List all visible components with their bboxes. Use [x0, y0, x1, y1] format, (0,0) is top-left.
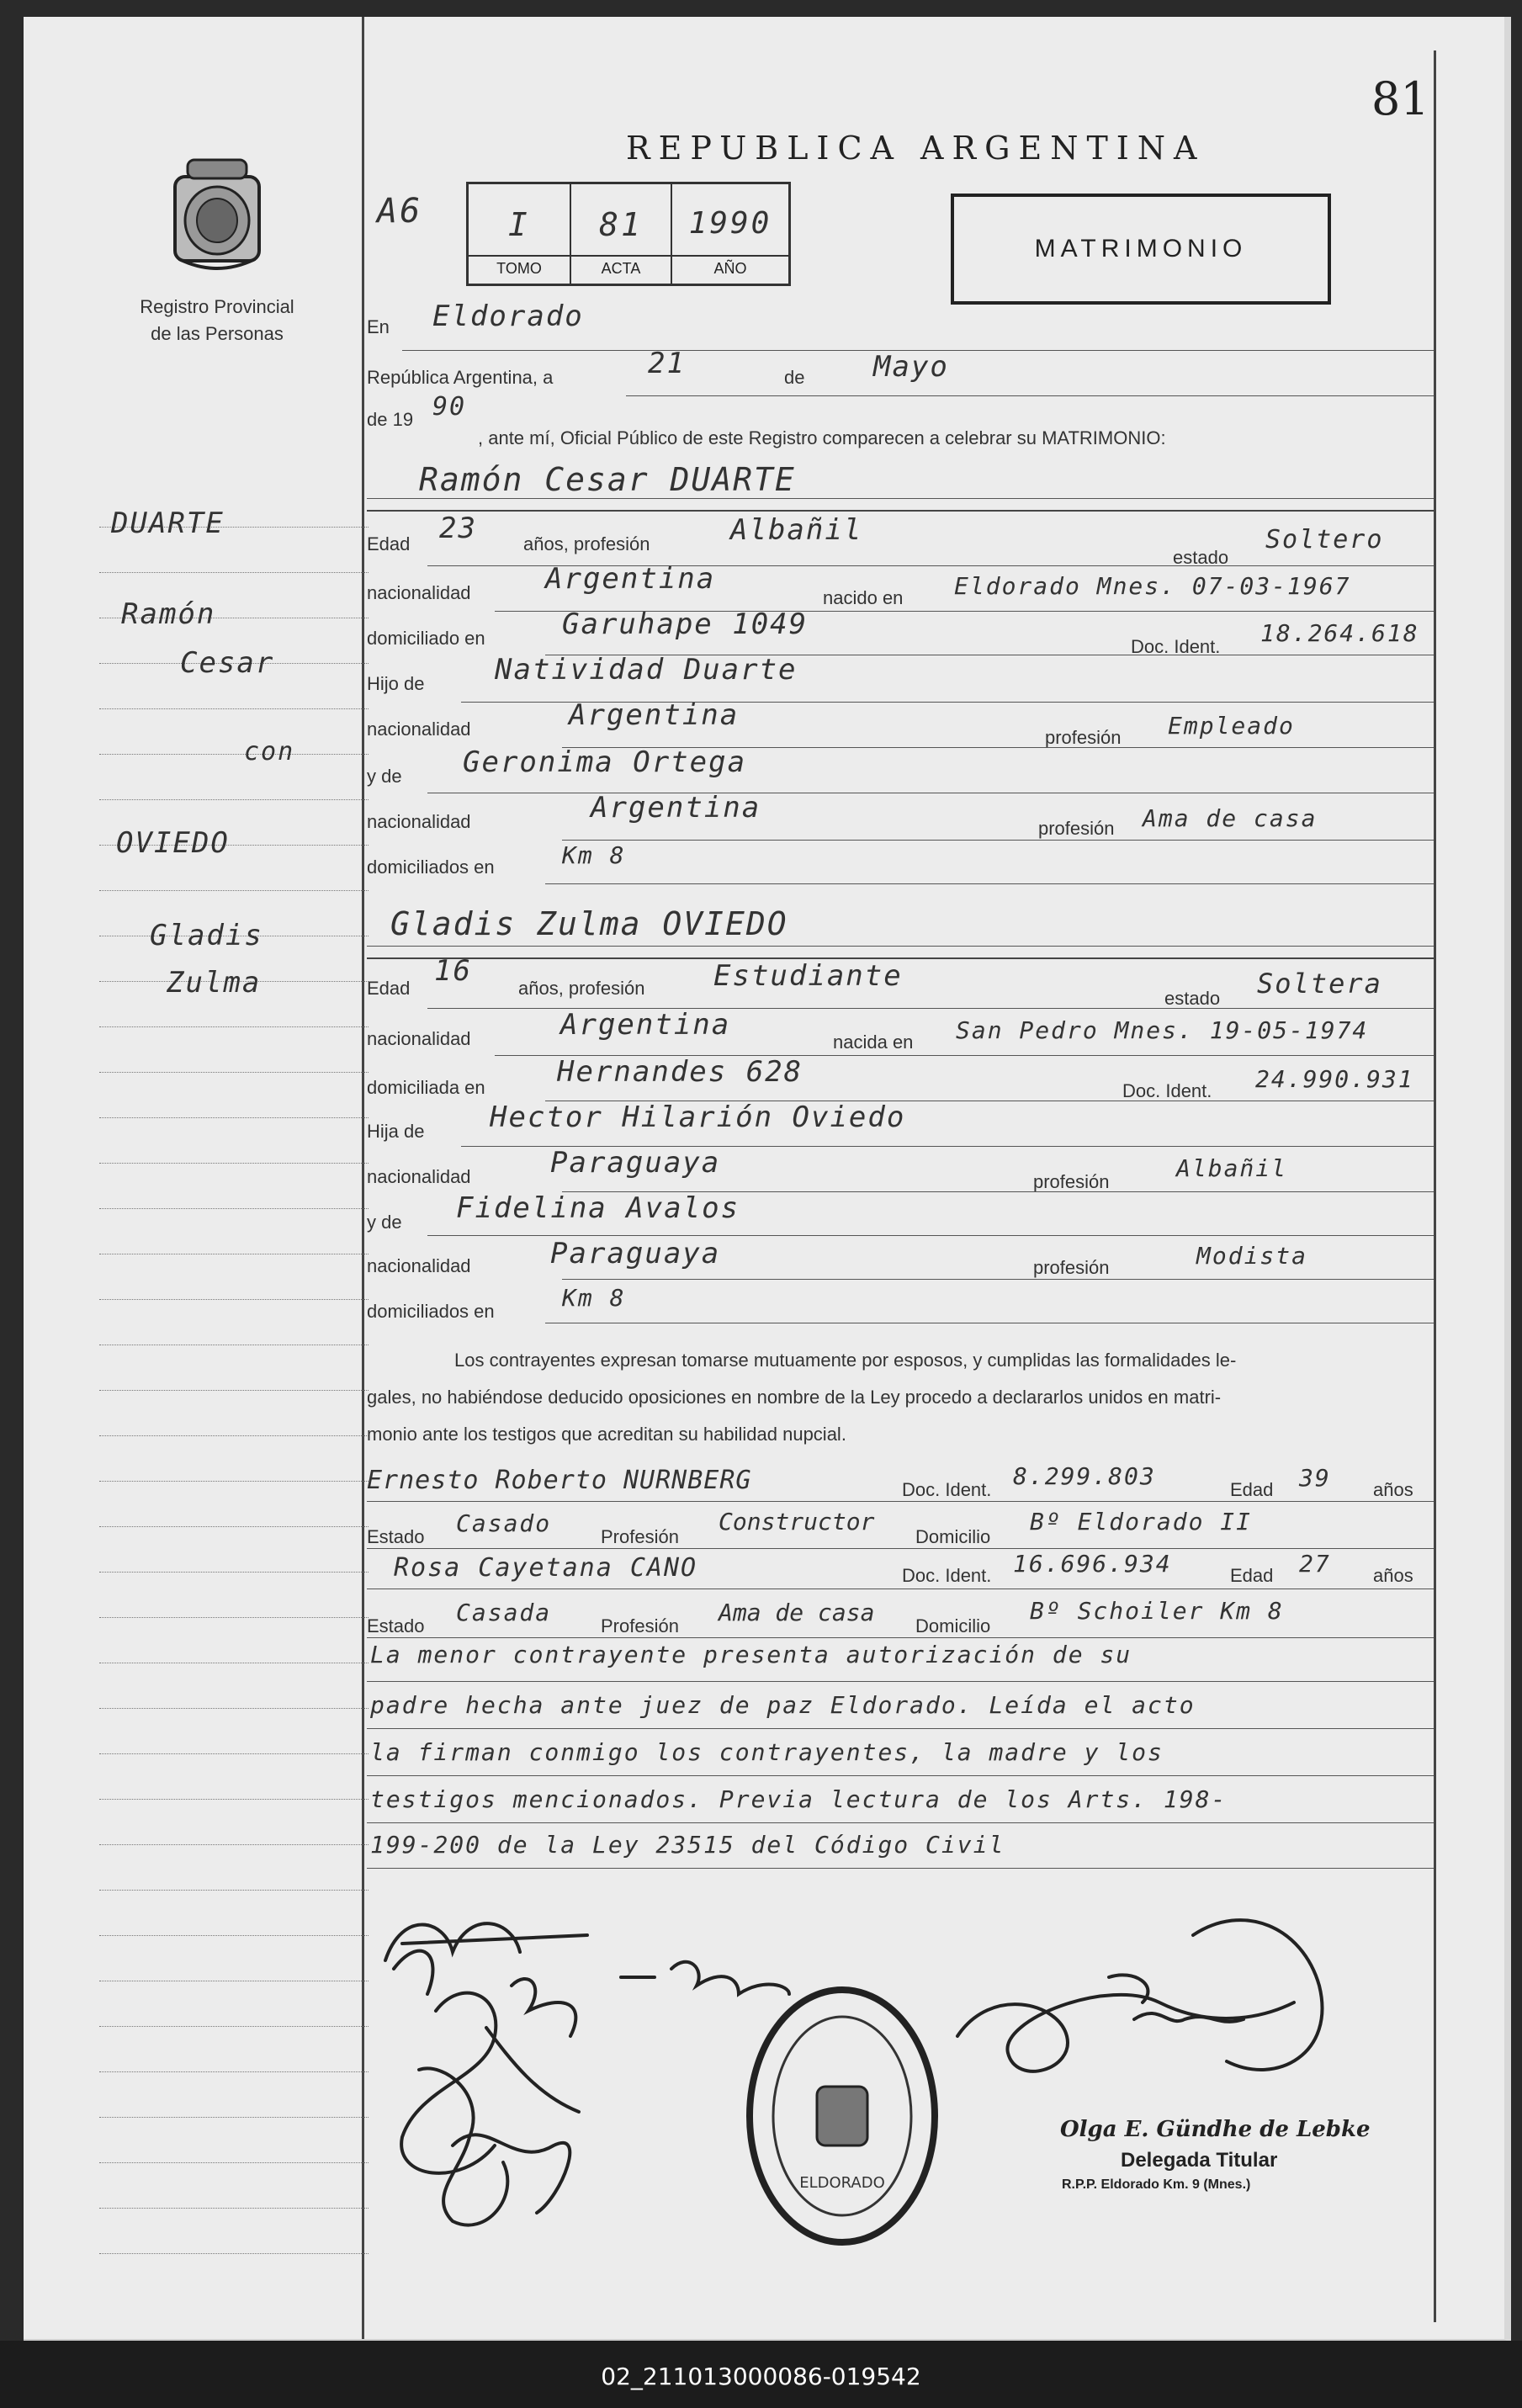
groom-estado-label: estado: [1173, 547, 1229, 568]
right-border-line: [1434, 50, 1436, 2322]
groom-prof2: Ama de casa: [1143, 804, 1318, 832]
registry-seal: [737, 1977, 947, 2255]
groom-edad-label: Edad: [367, 533, 411, 554]
scan-filename: 02_211013000086-019542: [601, 2363, 921, 2390]
witness2-domicilio: Bº Schoiler Km 8: [1030, 1597, 1284, 1625]
ano-value: 1990: [688, 206, 772, 241]
bride-name: Gladis Zulma OVIEDO: [390, 905, 788, 942]
register-page: [24, 17, 1511, 2344]
witness1-anos-label: años: [1373, 1479, 1413, 1500]
en-label: En: [367, 316, 390, 337]
bride-doc-label: Doc. Ident.: [1122, 1080, 1212, 1101]
bride-yde-label: y de: [367, 1212, 402, 1233]
note-line-2: padre hecha ante juez de paz Eldorado. Leída el acto: [370, 1691, 1196, 1719]
de-label: de: [784, 367, 805, 388]
margin-surname-groom: DUARTE: [111, 507, 225, 540]
note-line-5: 199-200 de la Ley 23515 del Código Civil: [370, 1831, 1005, 1859]
witness1-domicilio: Bº Eldorado II: [1030, 1508, 1253, 1535]
groom-profesion: Albañil: [730, 513, 863, 547]
record-type-box: [951, 194, 1331, 305]
margin-firstname-groom: Ramón: [121, 597, 216, 631]
registry-name-line1: Registro Provincial: [140, 296, 294, 317]
groom-nacionalidad: Argentina: [545, 562, 716, 596]
witness2-edad-label: Edad: [1230, 1565, 1274, 1586]
groom-prof1: Empleado: [1168, 712, 1295, 740]
acta-value: 81: [599, 206, 643, 243]
place-value: Eldorado: [432, 300, 584, 333]
official-office: R.P.P. Eldorado Km. 9 (Mnes.): [1062, 2177, 1251, 2192]
acta-label: ACTA: [601, 260, 641, 277]
witness1-edad-label: Edad: [1230, 1479, 1274, 1500]
bride-nacionalidad: Argentina: [560, 1008, 731, 1042]
bride-prof1: Albañil: [1176, 1154, 1288, 1182]
groom-prof1-label: profesión: [1045, 727, 1122, 748]
witness2-edad: 27: [1299, 1550, 1331, 1578]
coat-of-arms-icon: [162, 151, 272, 278]
act-number-box: [466, 182, 791, 286]
declaration-line-1: Los contrayentes expresan tomarse mutuamente por esposos, y cumplidas las formalidades le-: [454, 1350, 1237, 1371]
witness2-domicilio-label: Domicilio: [915, 1615, 991, 1636]
registry-name-line2: de las Personas: [151, 323, 284, 344]
margin-divider: [362, 17, 364, 2339]
groom-doc-label: Doc. Ident.: [1131, 636, 1221, 657]
bride-prof2: Modista: [1196, 1242, 1308, 1270]
witness2-name: Rosa Cayetana CANO: [394, 1553, 698, 1583]
bride-nac2: Paraguaya: [550, 1237, 721, 1270]
groom-padre2: Geronima Ortega: [463, 745, 747, 779]
groom-nacido: Eldorado Mnes. 07-03-1967: [954, 572, 1351, 600]
bride-estado-label: estado: [1164, 988, 1221, 1009]
groom-domicilio-label: domiciliado en: [367, 628, 485, 649]
bride-profesion: Estudiante: [713, 959, 903, 993]
groom-estado: Soltero: [1265, 525, 1384, 554]
record-type: MATRIMONIO: [1034, 235, 1248, 263]
bride-prof2-label: profesión: [1033, 1257, 1110, 1278]
witness1-estado: Casado: [456, 1509, 552, 1537]
groom-doc: 18.264.618: [1260, 619, 1419, 647]
groom-prof2-label: profesión: [1038, 818, 1115, 839]
bride-domiciliados-label: domiciliados en: [367, 1301, 495, 1322]
witness2-anos-label: años: [1373, 1565, 1413, 1586]
groom-hijo-label: Hijo de: [367, 673, 425, 694]
seal-city: ELDORADO: [799, 2174, 885, 2192]
witness1-doc-label: Doc. Ident.: [902, 1479, 992, 1500]
corner-note: A6: [377, 192, 423, 231]
groom-padre1: Natividad Duarte: [495, 653, 798, 687]
note-line-3: la firman conmigo los contrayentes, la madre y los: [370, 1738, 1164, 1766]
declaration-line-3: monio ante los testigos que acreditan su habilidad nupcial.: [367, 1424, 846, 1445]
witness2-profesion-label: Profesión: [601, 1615, 679, 1636]
witness2-doc-label: Doc. Ident.: [902, 1565, 992, 1586]
year-label: de 19: [367, 409, 414, 430]
bride-domicilio: Hernandes 628: [557, 1055, 803, 1089]
page-number: 81: [1371, 72, 1429, 125]
country-title: REPUBLICA ARGENTINA: [626, 130, 1206, 167]
groom-nacionalidad-label: nacionalidad: [367, 582, 471, 603]
witness2-doc: 16.696.934: [1013, 1550, 1172, 1578]
tomo-value: I: [508, 206, 530, 243]
margin-firstname-bride: Gladis: [150, 919, 263, 952]
groom-edad: 23: [439, 512, 477, 545]
bride-doc: 24.990.931: [1255, 1065, 1414, 1093]
official-signature: [941, 1901, 1378, 2120]
bride-nac1-label: nacionalidad: [367, 1166, 471, 1187]
bride-domiciliados: Km 8: [562, 1284, 626, 1312]
groom-domiciliados: Km 8: [562, 841, 626, 869]
bride-edad: 16: [434, 954, 472, 988]
bride-profesion-label: años, profesión: [518, 978, 645, 999]
bride-padre2: Fidelina Avalos: [456, 1191, 740, 1225]
month-value: Mayo: [873, 350, 949, 384]
ano-label: AÑO: [713, 260, 747, 277]
official-title: Delegada Titular: [1121, 2149, 1278, 2172]
groom-nacido-label: nacido en: [823, 587, 904, 608]
groom-yde-label: y de: [367, 766, 402, 787]
groom-nac2-label: nacionalidad: [367, 811, 471, 832]
bride-nacida: San Pedro Mnes. 19-05-1974: [956, 1016, 1369, 1044]
witness1-estado-label: Estado: [367, 1526, 425, 1547]
bride-hija-label: Hija de: [367, 1121, 425, 1142]
witness2-estado: Casada: [456, 1599, 552, 1626]
declaration-line-2: gales, no habiéndose deducido oposiciones en nombre de la Ley procedo a declararlos unidos en matri-: [367, 1387, 1222, 1408]
bride-nac2-label: nacionalidad: [367, 1255, 471, 1276]
groom-nac1-label: nacionalidad: [367, 719, 471, 740]
bride-prof1-label: profesión: [1033, 1171, 1110, 1192]
witness1-edad: 39: [1299, 1464, 1331, 1492]
groom-domiciliados-label: domiciliados en: [367, 857, 495, 878]
intro-statement: , ante mí, Oficial Público de este Registro comparecen a celebrar su MATRIMONIO:: [478, 427, 1166, 448]
bride-nacionalidad-label: nacionalidad: [367, 1028, 471, 1049]
bride-padre1: Hector Hilarión Oviedo: [490, 1101, 906, 1134]
witness2-profesion: Ama de casa: [719, 1599, 875, 1626]
witness1-domicilio-label: Domicilio: [915, 1526, 991, 1547]
witness2-estado-label: Estado: [367, 1615, 425, 1636]
margin-middlename-groom: Cesar: [180, 646, 275, 680]
bride-nac1: Paraguaya: [550, 1146, 721, 1180]
groom-profesion-label: años, profesión: [523, 533, 650, 554]
bride-nacida-label: nacida en: [833, 1032, 914, 1053]
groom-nac1: Argentina: [569, 698, 740, 732]
margin-surname-bride: OVIEDO: [116, 826, 230, 860]
groom-domicilio: Garuhape 1049: [562, 607, 809, 641]
year-suffix: 90: [432, 392, 467, 422]
witness1-doc: 8.299.803: [1013, 1462, 1156, 1490]
bride-edad-label: Edad: [367, 978, 411, 999]
margin-con: con: [244, 737, 295, 766]
witness1-profesion: Constructor: [719, 1508, 875, 1535]
margin-middlename-bride: Zulma: [167, 966, 262, 1000]
tomo-label: TOMO: [496, 260, 542, 277]
groom-nac2: Argentina: [591, 791, 761, 825]
witness1-profesion-label: Profesión: [601, 1526, 679, 1547]
bride-domicilio-label: domiciliada en: [367, 1077, 485, 1098]
official-name: Olga E. Gündhe de Lebke: [1060, 2117, 1371, 2142]
day-value: 21: [648, 347, 686, 380]
bride-estado: Soltera: [1257, 968, 1382, 1000]
witness1-name: Ernesto Roberto NURNBERG: [367, 1466, 752, 1495]
groom-name: Ramón Cesar DUARTE: [419, 461, 796, 498]
note-line-1: La menor contrayente presenta autorización de su: [370, 1641, 1132, 1668]
note-line-4: testigos mencionados. Previa lectura de los Arts. 198-: [370, 1785, 1228, 1813]
republica-label: República Argentina, a: [367, 367, 554, 388]
